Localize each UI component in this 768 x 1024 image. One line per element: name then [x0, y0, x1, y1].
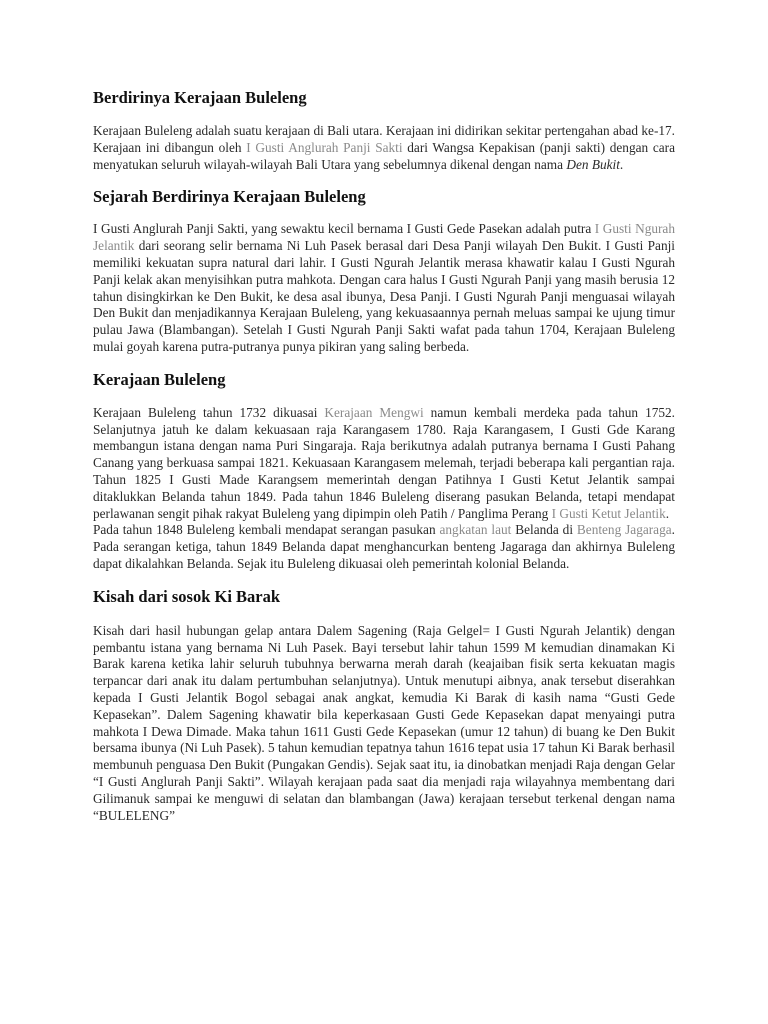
link-angkatan-laut[interactable]: angkatan laut	[439, 522, 512, 538]
paragraph-text: . Pada serangan ketiga, tahun 1849 Belanda dapat menghancurkan benteng Jagaraga dan akhirnya Buleleng dapat dikalahkan Belanda. Sejak itu Buleleng dikuasai oleh pemerintah kolonial Belanda.	[93, 522, 675, 571]
section-ki-barak	[93, 587, 675, 825]
section-heading: Kisah dari sosok Ki Barak	[93, 586, 281, 606]
paragraph-text: Belanda di	[511, 522, 577, 538]
link-i-gusti-ngurah-jelantik[interactable]: I Gusti Ngurah Jelantik	[93, 221, 675, 254]
paragraph-text: .	[619, 156, 624, 172]
paragraph-text: Pada tahun 1848 Buleleng kembali mendapat serangan pasukan	[93, 522, 440, 538]
link-benteng-jagaraga[interactable]: Benteng Jagaraga	[576, 522, 672, 538]
section-heading: Kerajaan Buleleng	[93, 369, 226, 389]
section-sejarah	[93, 187, 675, 355]
section-berdirinya	[93, 88, 675, 173]
link-i-gusti-ketut-jelantik[interactable]: I Gusti Ketut Jelantik	[551, 505, 666, 521]
document-page	[93, 88, 675, 824]
section-heading: Berdirinya Kerajaan Buleleng	[93, 88, 307, 107]
paragraph	[93, 522, 675, 572]
section-heading: Sejarah Berdirinya Kerajaan Buleleng	[93, 187, 366, 207]
paragraph	[93, 123, 675, 173]
paragraph-text: I Gusti Anglurah Panji Sakti, yang sewaktu kecil bernama I Gusti Gede Pasekan adalah putra	[93, 221, 595, 237]
link-kerajaan-mengwi[interactable]: Kerajaan Mengwi	[324, 404, 424, 420]
emphasis-text: Den Bukit	[566, 156, 620, 172]
paragraph	[93, 221, 675, 355]
section-kerajaan-buleleng	[93, 370, 675, 573]
paragraph	[93, 623, 675, 825]
paragraph-text: .	[665, 505, 670, 521]
paragraph-text: Kerajaan Buleleng tahun 1732 dikuasai	[93, 404, 325, 420]
paragraph-text: dari seorang selir bernama Ni Luh Pasek berasal dari Desa Panji wilayah Den Bukit. I Gusti Panji memiliki kekuatan supra natural dari lahir. I Gusti Ngurah Jelantik merasa khawatir kalau I Gusti Ngurah Panji kelak akan menyisihkan putra mahkota. Dengan cara halus I Gusti Ngurah Panji yang masih berusia 12 tahun disingkirkan ke Den Bukit, ke desa asal ibunya, Desa Panji. I Gusti Ngurah Panji menguasai wilayah Den Bukit dan menjadikannya Kerajaan Buleleng, yang kekuasaannya pernah meluas sampai ke ujung timur pulau Jawa (Blambangan). Setelah I Gusti Ngurah Panji Sakti wafat pada tahun 1704, Kerajaan Buleleng mulai goyah karena putra-putranya punya pikiran yang saling berbeda.	[93, 238, 675, 354]
paragraph-text: Kisah dari hasil hubungan gelap antara Dalem Sagening (Raja Gelgel= I Gusti Ngurah Jelantik) dengan pembantu istana yang bernama Ni Luh Pasek. Bayi tersebut lahir tahun 1599 M kemudian dinamakan Ki Barak karena ketika lahir seluruh tubuhnya berwarna merah darah (keajaiban fisik serta kekuatan magis terpancar dari anak itu dalam pertumbuhan selanjutnya). Untuk menutupi aibnya, anak tersebut diserahkan kepada I Gusti Jelantik Bogol sebagai anak angkat, kemudia Ki Barak di kasih nama “Gusti Gede Kepasekan”. Dalem Sagening khawatir bila keperkasaan Gusti Gede Kepasekan dapat menyaingi putra mahkota I Dewa Dimade. Maka tahun 1611 Gusti Gede Kepasekan (umur 12 tahun) di buang ke Den Bukit bersama ibunya (Ni Luh Pasek). 5 tahun kemudian tepatnya tahun 1616 tepat usia 17 tahun Ki Barak berhasil membunuh penguasa Den Bukit (Pungakan Gendis). Sejak saat itu, ia dinobatkan menjadi Raja dengan Gelar “I Gusti Anglurah Panji Sakti”. Wilayah kerajaan pada saat dia menjadi raja wilayahnya membentang dari Gilimanuk sampai ke menguwi di selatan dan blambangan (Jawa) kerajaan tersebut terkenal dengan nama “BULELENG”	[93, 622, 675, 823]
paragraph-text: dari Wangsa Kepakisan (panji sakti) dengan cara menyatukan seluruh wilayah-wilayah Bali Utara yang sebelumnya dikenal dengan nama	[93, 139, 675, 172]
paragraph	[93, 405, 675, 523]
link-i-gusti-anglurah-panji-sakti[interactable]: I Gusti Anglurah Panji Sakti	[246, 139, 403, 155]
paragraph-text: Kerajaan Buleleng adalah suatu kerajaan di Bali utara. Kerajaan ini didirikan sekitar pertengahan abad ke-17. Kerajaan ini dibangun oleh	[93, 123, 675, 155]
paragraph-text: namun kembali merdeka pada tahun 1752. Selanjutnya jatuh ke dalam kekuasaan raja Karangasem 1780. Raja Karangasem, I Gusti Gde Karang membangun istana dengan nama Puri Singaraja. Raja berikutnya adalah putranya bernama I Gusti Pahang Canang yang berkuasa sampai 1821. Kekuasaan Karangasem melemah, terjadi beberapa kali pergantian raja. Tahun 1825 I Gusti Made Karangsem memerintah dengan Patihnya I Gusti Ketut Jelantik sampai ditaklukkan Belanda tahun 1849. Pada tahun 1846 Buleleng diserang pasukan Belanda, tetapi mendapat perlawanan sengit pihak rakyat Buleleng yang dipimpin oleh Patih / Panglima Perang	[93, 404, 675, 521]
